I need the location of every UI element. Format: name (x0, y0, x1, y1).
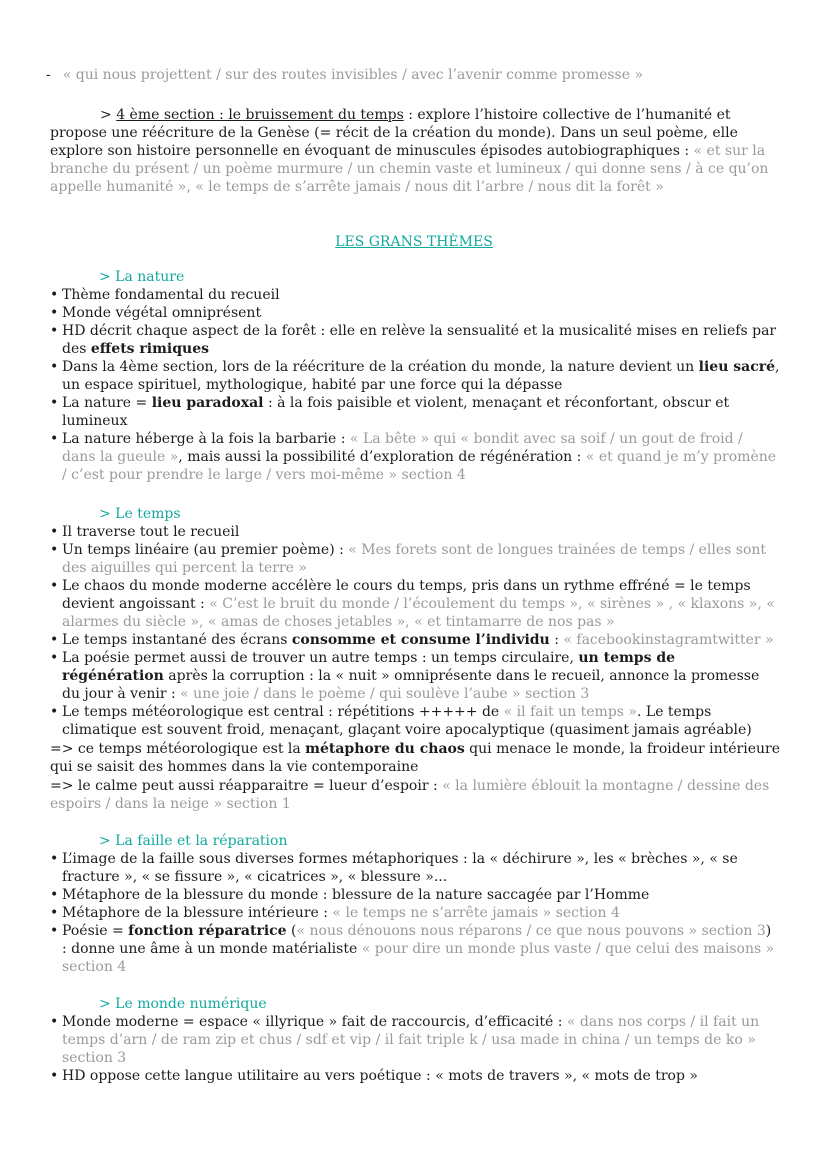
list-item: • HD décrit chaque aspect de la forêt : elle en relève la sensualité et la musicalité mises en reliefs par des effets rimiques (50, 322, 780, 358)
list-item: • HD oppose cette langue utilitaire au vers poétique : « mots de travers », « mots de trop » (50, 1067, 780, 1085)
nature-list (50, 286, 780, 484)
list-item: • Un temps linéaire (au premier poème) : « Mes forets sont de longues trainées de temps / elles sont des aiguilles qui percent la terre » (50, 541, 780, 577)
list-item: • Monde moderne = espace « illyrique » fait de raccourcis, d’efficacité : « dans nos corps / il fait un temps d’arn / de ram zip et chus / sdf et vip / il fait triple k / usa made in china / un temps de ko » section 3 (50, 1013, 780, 1067)
list-item: • Métaphore de la blessure intérieure : « le temps ne s’arrête jamais » section 4 (50, 904, 780, 922)
list-item: • Le chaos du monde moderne accélère le cours du temps, pris dans un rythme effréné = le temps devient angoissant : « C’est le bruit du monde / l’écoulement du temps », « sirènes » , « klaxons », « alarmes du siècle », « amas de choses jetables », « et tintamarre de nos pas » (50, 577, 780, 631)
heading-temps: > Le temps (99, 506, 181, 522)
section4-title: 4 ème section : le bruissement du temps (116, 107, 404, 123)
heading-numerique: > Le monde numérique (99, 996, 267, 1012)
temps-conclusion-1: => ce temps météorologique est la métaphore du chaos qui menace le monde, la froideur intérieure qui se saisit des hommes dans la vie contemporaine (50, 741, 780, 775)
temps-list (50, 523, 780, 739)
list-item: • Métaphore de la blessure du monde : blessure de la nature saccagée par l’Homme (50, 886, 780, 904)
list-item: • Thème fondamental du recueil (50, 286, 780, 304)
list-item: • Le temps météorologique est central : répétitions +++++ de « il fait un temps ». Le temps climatique est souvent froid, menaçant, glaçant voire apocalyptique (quasiment jamais agréable) (50, 703, 780, 739)
list-item: • L’image de la faille sous diverses formes métaphoriques : la « déchirure », les « brèches », « se fracture », « se fissure », « cicatrices », « blessure »... (50, 850, 780, 886)
quote-text: « et sur la branche du présent / un poème murmure / un chemin vaste et lumineux / qui donne sens / à ce qu’on appelle humanité », « le temps de s’arrête jamais / nous dit l’arbre / nous dit la forêt » (50, 143, 769, 195)
faille-list (50, 850, 780, 976)
list-item: • Poésie = fonction réparatrice (« nous dénouons nous réparons / ce que nous pouvons » section 3) : donne une âme à un monde matérialiste « pour dire un monde plus vaste / que celui des maisons » section 4 (50, 922, 780, 976)
temps-conclusion-2: => le calme peut aussi réapparaitre = lueur d’espoir : « la lumière éblouit la montagne / dessine des espoirs / dans la neige » section 1 (50, 778, 770, 812)
quote-text: « qui nous projettent / sur des routes invisibles / avec l’avenir comme promesse » (62, 67, 644, 83)
list-item: • La nature = lieu paradoxal : à la fois paisible et violent, menaçant et réconfortant, obscur et lumineux (50, 394, 780, 430)
main-title: LES GRANS THÈMES (335, 234, 493, 250)
list-item: • Il traverse tout le recueil (50, 523, 780, 541)
list-item: • Dans la 4ème section, lors de la réécriture de la création du monde, la nature devient un lieu sacré, un espace spirituel, mythologique, habité par une force qui la dépasse (50, 358, 780, 394)
bullet-dash: - (46, 67, 51, 83)
intro-quote-line (46, 66, 786, 84)
list-item: • La poésie permet aussi de trouver un autre temps : un temps circulaire, un temps de régénération après la corruption : la « nuit » omniprésente dans le recueil, annonce la promesse du jour à venir : « une joie / dans le poème / qui soulève l’aube » section 3 (50, 649, 780, 703)
list-item: • Le temps instantané des écrans consomme et consume l’individu : « facebookinstagramtwitter » (50, 631, 780, 649)
section4-paragraph: > 4 ème section : le bruissement du temps : explore l’histoire collective de l’humanité et propose une réécriture de la Genèse (= récit de la création du monde). Dans un seul poème, elle explore son histoire personnelle en évoquant de minuscules épisodes autobiographiques : « et sur la branche du présent / un poème murmure / un chemin vaste et lumineux / qui donne sens / à ce qu’on appelle humanité », « le temps de s’arrête jamais / nous dit l’arbre / nous dit la forêt » (50, 107, 769, 195)
numerique-list (50, 1013, 780, 1085)
list-item: • La nature héberge à la fois la barbarie : « La bête » qui « bondit avec sa soif / un gout de froid / dans la gueule », mais aussi la possibilité d’exploration de régénération : « et quand je m’y promène / c’est pour prendre le large / vers moi-même » section 4 (50, 430, 780, 484)
list-item: • Monde végétal omniprésent (50, 304, 780, 322)
heading-nature: > La nature (99, 269, 185, 285)
heading-faille: > La faille et la réparation (99, 833, 288, 849)
